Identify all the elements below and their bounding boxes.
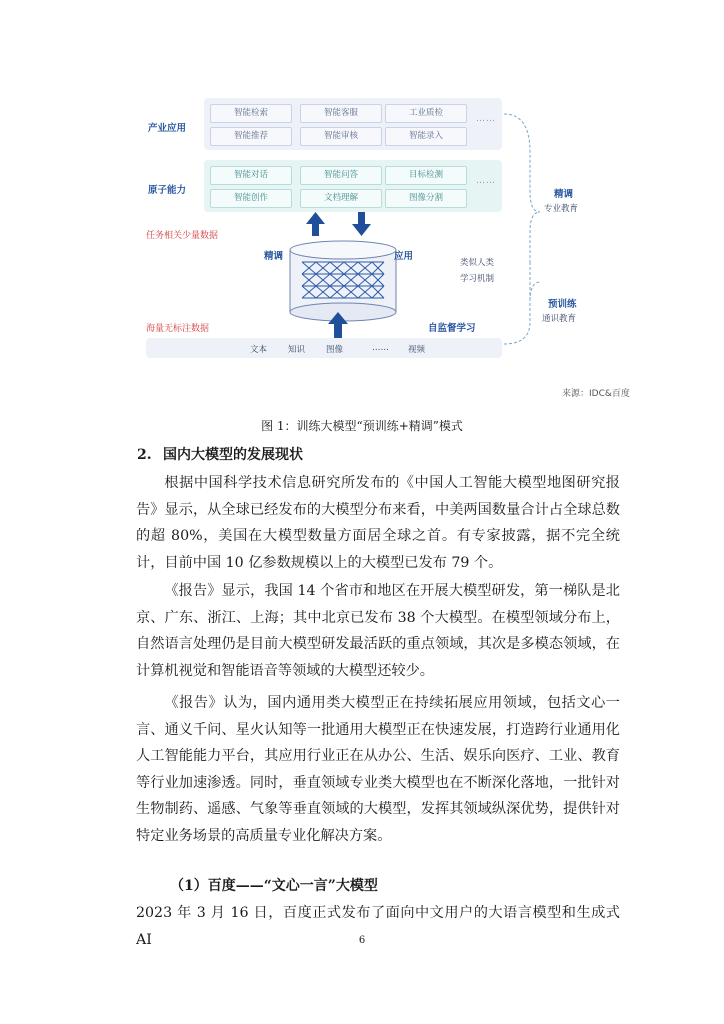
input-up-arrow-icon xyxy=(328,312,348,338)
upward-arrow-icon xyxy=(306,212,325,236)
section-number: 2. xyxy=(137,447,152,463)
base-item-ellipsis: …… xyxy=(372,343,389,353)
last-paragraph-text: 2023 年 3 月 16 日，百度正式发布了面向中文用户的大语言模型和生成式 AI xyxy=(136,905,620,948)
chip-atomic-5: 图像分割 xyxy=(385,189,467,208)
training-mode-figure xyxy=(128,92,648,412)
chip-industry-1: 智能客服 xyxy=(300,104,382,123)
section-title: 国内大模型的发展现状 xyxy=(163,447,303,463)
base-item-image: 图像 xyxy=(326,345,344,355)
industry-row-label: 产业应用 xyxy=(148,123,187,134)
chip-industry-5: 智能录入 xyxy=(385,127,467,146)
chip-atomic-1: 智能问答 xyxy=(300,166,382,185)
chip-industry-2: 工业质检 xyxy=(385,104,467,123)
application-side-label: 应用 xyxy=(394,251,414,262)
page-number: 6 xyxy=(358,935,366,946)
right-general-label: 通识教育 xyxy=(542,314,577,324)
paragraph-2 xyxy=(136,578,620,684)
chip-atomic-3: 智能创作 xyxy=(210,189,292,208)
downward-arrow-icon xyxy=(352,212,371,236)
neural-network-cylinder-icon xyxy=(290,241,396,321)
right-professional-label: 专业教育 xyxy=(544,204,579,214)
right-finetune-label: 精调 xyxy=(554,189,574,200)
chip-industry-0: 智能检索 xyxy=(210,104,292,123)
chip-atomic-0: 智能对话 xyxy=(210,166,292,185)
paragraph-1 xyxy=(136,470,620,576)
atomic-ellipsis: …… xyxy=(476,176,496,186)
learning-mechanism-label: 学习机制 xyxy=(460,274,495,284)
paragraph-1-text: 根据中国科学技术信息研究所发布的《中国人工智能大模型地图研究报告》显示，从全球已经发布的大模型分布来看，中美两国数量合计占全球总数的超 80%，美国在大模型数量方面居全球之首。有专家披露，据不完全统计，目前中国 10 亿参数规模以上的大模型已发布 79 个。 xyxy=(136,475,620,571)
similar-human-label: 类似人类 xyxy=(460,258,495,268)
industry-ellipsis: …… xyxy=(476,114,496,124)
right-brackets xyxy=(502,112,542,352)
base-item-text: 文本 xyxy=(250,345,268,355)
finetune-side-label: 精调 xyxy=(264,251,284,262)
chip-industry-4: 智能审核 xyxy=(300,127,382,146)
right-pretrain-label: 预训练 xyxy=(548,299,577,310)
base-item-video: 视频 xyxy=(408,345,426,355)
section-heading xyxy=(137,444,303,464)
figure-caption: 图 1：训练大模型“预训练+精调”模式 xyxy=(261,419,463,433)
chip-industry-3: 智能推荐 xyxy=(210,127,292,146)
task-data-label: 任务相关少量数据 xyxy=(146,231,219,241)
chip-atomic-2: 目标检测 xyxy=(385,166,467,185)
atomic-row-label: 原子能力 xyxy=(148,185,187,196)
chip-atomic-4: 文档理解 xyxy=(300,189,382,208)
paragraph-2-text: 《报告》显示，我国 14 个省市和地区在开展大模型研发，第一梯队是北京、广东、浙江、上海；其中北京已发布 38 个大模型。在模型领域分布上，自然语言处理仍是目前大模型研发最活跃的重点领域，其次是多模态领域，在计算机视觉和智能语音等领域的大模型还较少。 xyxy=(136,583,620,679)
paragraph-3-text: 《报告》认为，国内通用类大模型正在持续拓展应用领域，包括文心一言、通义千问、星火认知等一批通用大模型正在快速发展，打造跨行业通用化人工智能能力平台，其应用行业正在从办公、生活、娱乐向医疗、工业、教育等行业加速渗透。同时，垂直领域专业类大模型也在不断深化落地，一批针对生物制药、遥感、气象等垂直领域的大模型，发挥其领域纵深优势，提供针对特定业务场景的高质量专业化解决方案。 xyxy=(136,695,620,844)
base-item-knowledge: 知识 xyxy=(288,345,306,355)
data-base-bar xyxy=(146,338,502,358)
subsection-heading: （1）百度——“文心一言”大模型 xyxy=(170,878,378,894)
figure-source: 来源：IDC&百度 xyxy=(562,389,630,399)
mass-data-label: 海量无标注数据 xyxy=(146,324,210,334)
self-supervised-label: 自监督学习 xyxy=(428,323,476,334)
paragraph-3 xyxy=(136,690,620,849)
